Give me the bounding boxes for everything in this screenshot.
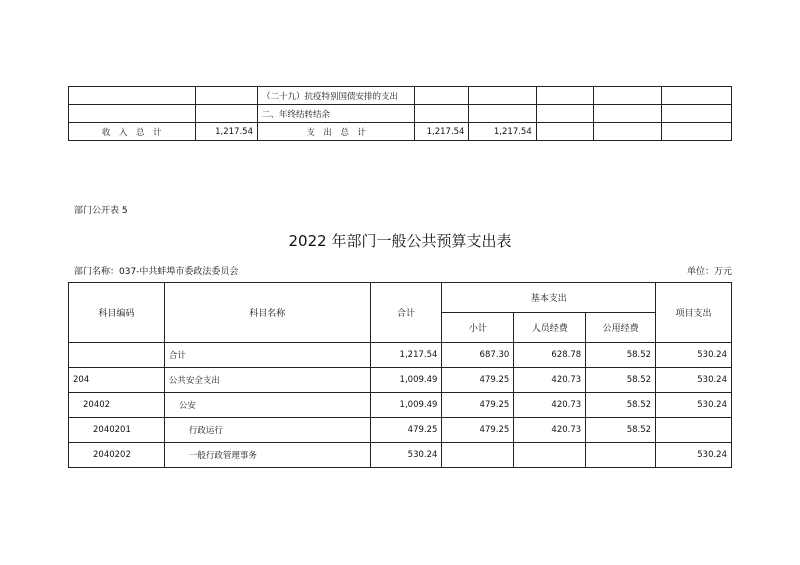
cell-name: 公安 <box>164 393 370 418</box>
cell-name: 一般行政管理事务 <box>164 443 370 468</box>
cell-public: 58.52 <box>586 393 656 418</box>
cell-project: 530.24 <box>656 368 732 393</box>
cell-personnel: 420.73 <box>514 418 586 443</box>
table-cell <box>69 105 196 123</box>
header-code: 科目编码 <box>69 283 165 343</box>
summary-table-body <box>69 87 732 141</box>
unit-label: 单位：万元 <box>686 267 732 277</box>
cell-code <box>69 343 165 368</box>
table-cell <box>415 87 469 105</box>
table-row <box>69 393 732 418</box>
cell-public <box>586 443 656 468</box>
table-cell: 1,217.54 <box>415 123 469 141</box>
cell-personnel: 628.78 <box>514 343 586 368</box>
table-row <box>69 105 732 123</box>
table-row <box>69 418 732 443</box>
header-personnel: 人员经费 <box>514 313 586 343</box>
cell-personnel: 420.73 <box>514 393 586 418</box>
cell-personnel: 420.73 <box>514 368 586 393</box>
cell-name: 合计 <box>164 343 370 368</box>
cell-public: 58.52 <box>586 418 656 443</box>
cell-code: 204 <box>69 368 165 393</box>
header-name: 科目名称 <box>164 283 370 343</box>
cell-subtotal: 479.25 <box>442 393 514 418</box>
table-cell <box>536 123 593 141</box>
cell-total: 1,217.54 <box>370 343 442 368</box>
table-cell <box>69 87 196 105</box>
cell-personnel <box>514 443 586 468</box>
header-basic-expenditure: 基本支出 <box>442 283 656 313</box>
header-total: 合计 <box>370 283 442 343</box>
cell-total: 1,009.49 <box>370 393 442 418</box>
cell-public: 58.52 <box>586 368 656 393</box>
header-public: 公用经费 <box>586 313 656 343</box>
table-cell: （二十九）抗疫特别国债安排的支出 <box>258 87 415 105</box>
income-expense-summary-table <box>68 86 732 141</box>
cell-total: 479.25 <box>370 418 442 443</box>
table-cell <box>662 123 732 141</box>
cell-subtotal: 687.30 <box>442 343 514 368</box>
cell-total: 1,009.49 <box>370 368 442 393</box>
table-cell <box>415 105 469 123</box>
cell-code: 2040201 <box>69 418 165 443</box>
cell-project: 530.24 <box>656 443 732 468</box>
table-row <box>69 87 732 105</box>
budget-table-body <box>69 343 732 468</box>
table-cell <box>195 87 257 105</box>
cell-project: 530.24 <box>656 343 732 368</box>
table-cell <box>195 105 257 123</box>
cell-total: 530.24 <box>370 443 442 468</box>
cell-code: 20402 <box>69 393 165 418</box>
cell-project: 530.24 <box>656 393 732 418</box>
cell-subtotal: 479.25 <box>442 418 514 443</box>
table-cell <box>662 105 732 123</box>
table-row <box>69 123 732 141</box>
table-row <box>69 343 732 368</box>
cell-name: 公共安全支出 <box>164 368 370 393</box>
cell-subtotal <box>442 443 514 468</box>
table-number: 部门公开表 5 <box>74 206 128 216</box>
cell-public: 58.52 <box>586 343 656 368</box>
header-subtotal: 小计 <box>442 313 514 343</box>
cell-subtotal: 479.25 <box>442 368 514 393</box>
table-cell: 1,217.54 <box>469 123 536 141</box>
department-name: 部门名称：037-中共蚌埠市委政法委员会 <box>74 267 239 277</box>
table-cell: 二、年终结转结余 <box>258 105 415 123</box>
table-row <box>69 368 732 393</box>
table-cell <box>536 105 593 123</box>
cell-name: 行政运行 <box>164 418 370 443</box>
table-cell <box>469 87 536 105</box>
cell-project <box>656 418 732 443</box>
table-cell <box>662 87 732 105</box>
table-cell <box>593 87 661 105</box>
budget-expenditure-table <box>68 282 732 468</box>
table-cell <box>593 105 661 123</box>
table-cell: 收 入 总 计 <box>69 123 196 141</box>
table-cell: 支 出 总 计 <box>258 123 415 141</box>
table-row <box>69 443 732 468</box>
header-project-expenditure: 项目支出 <box>656 283 732 343</box>
table-cell <box>536 87 593 105</box>
cell-code: 2040202 <box>69 443 165 468</box>
page-title: 2022 年部门一般公共预算支出表 <box>288 232 512 250</box>
table-cell <box>593 123 661 141</box>
table-cell <box>469 105 536 123</box>
table-cell: 1,217.54 <box>195 123 257 141</box>
